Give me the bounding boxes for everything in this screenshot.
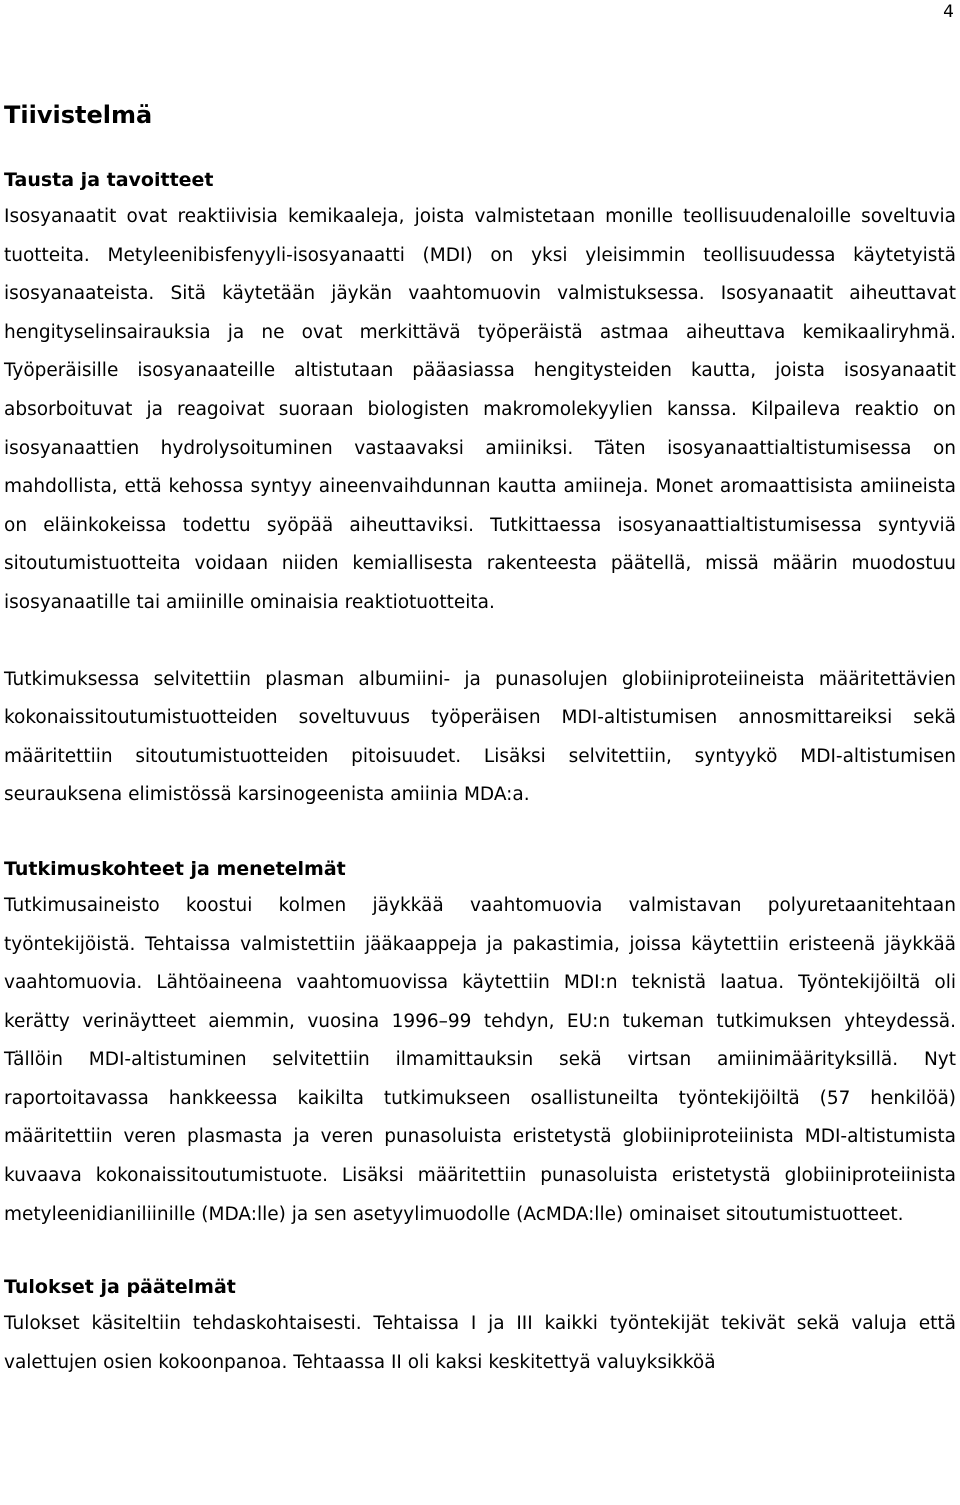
page-number: 4 <box>943 2 954 22</box>
document-body <box>4 98 956 1382</box>
section-heading: Tulokset ja päätelmät <box>4 1276 236 1299</box>
section-methods <box>4 856 956 1234</box>
paragraph: Isosyanaatit ovat reaktiivisia kemikaaleja, joista valmistetaan monille teollisuudenaloille soveltuvia tuotteita. Metyleenibisfenyyli-isosyanaatti (MDI) on yksi yleisimmin teollisuudessa käytetyistä isosyanaateista. Sitä käytetään jäykän vaahtomuovin valmistuksessa. Isosyanaatit aiheuttavat hengityselinsairauksia ja ne ovat merkittävä työperäistä astmaa aiheuttava kemikaaliryhmä. Työperäisille isosyanaateille altistutaan pääasiassa hengitysteiden kautta, joista isosyanaatit absorboituvat ja reagoivat suoraan biologisten makromolekyylien kanssa. Kilpaileva reaktio on isosyanaattien hydrolysoituminen vastaavaksi amiiniksi. Täten isosyanaattialtistumisessa on mahdollista, että kehossa syntyy aineenvaihdunnan kautta amiineja. Monet aromaattisista amiineista on eläinkokeissa todettu syöpää aiheuttaviksi. Tutkittaessa isosyanaattialtistumisessa syntyviä sitoutumistuotteita voidaan niiden kemiallisesta rakenteesta päätellä, missä määrin muodostuu isosyanaatille tai amiinille ominaisia reaktiotuotteita. <box>4 206 956 613</box>
section-results <box>4 1274 956 1382</box>
page-title: Tiivistelmä <box>4 101 153 129</box>
paragraph: Tutkimusaineisto koostui kolmen jäykkää vaahtomuovia valmistavan polyuretaanitehtaan työntekijöistä. Tehtaissa valmistettiin jääkaappeja ja pakastimia, joissa käytettiin eristeenä jäykkää vaahtomuovia. Lähtöaineena vaahtomuovissa käytettiin MDI:n teknistä laatua. Työntekijöiltä oli kerätty verinäytteet aiemmin, vuosina 1996–99 tehdyn, EU:n tukeman tutkimuksen yhteydessä. Tällöin MDI-altistuminen selvitettiin ilmamittauksin sekä virtsan amiinimäärityksillä. Nyt raportoitavassa hankkeessa kaikilta tutkimukseen osallistuneilta työntekijöiltä (57 henkilöä) määritettiin veren plasmasta ja veren punasoluista eristetystä globiiniproteiinista MDI-altistumista kuvaava kokonaissitoutumistuote. Lisäksi määritettiin punasoluista eristetystä globiiniproteiinista metyleenidianiliinille (MDA:lle) ja sen asetyylimuodolle (AcMDA:lle) ominaiset sitoutumistuotteet. <box>4 894 956 1225</box>
section-heading: Tutkimuskohteet ja menetelmät <box>4 857 346 880</box>
section-background <box>4 167 956 815</box>
paragraph: Tutkimuksessa selvitettiin plasman albumiini- ja punasolujen globiiniproteiineista määritettävien kokonaissitoutumistuotteiden soveltuvuus työperäisen MDI-altistumisen annosmittareiksi sekä määritettiin sitoutumistuotteiden pitoisuudet. Lisäksi selvitettiin, syntyykö MDI-altistumisen seurauksena elimistössä karsinogeenista amiinia MDA:a. <box>4 668 956 806</box>
paragraph: Tulokset käsiteltiin tehdaskohtaisesti. Tehtaissa I ja III kaikki työntekijät tekivät sekä valuja että valettujen osien kokoonpanoa. Tehtaassa II oli kaksi keskitettyä valuyksikköä <box>4 1313 956 1373</box>
section-heading: Tausta ja tavoitteet <box>4 169 214 191</box>
